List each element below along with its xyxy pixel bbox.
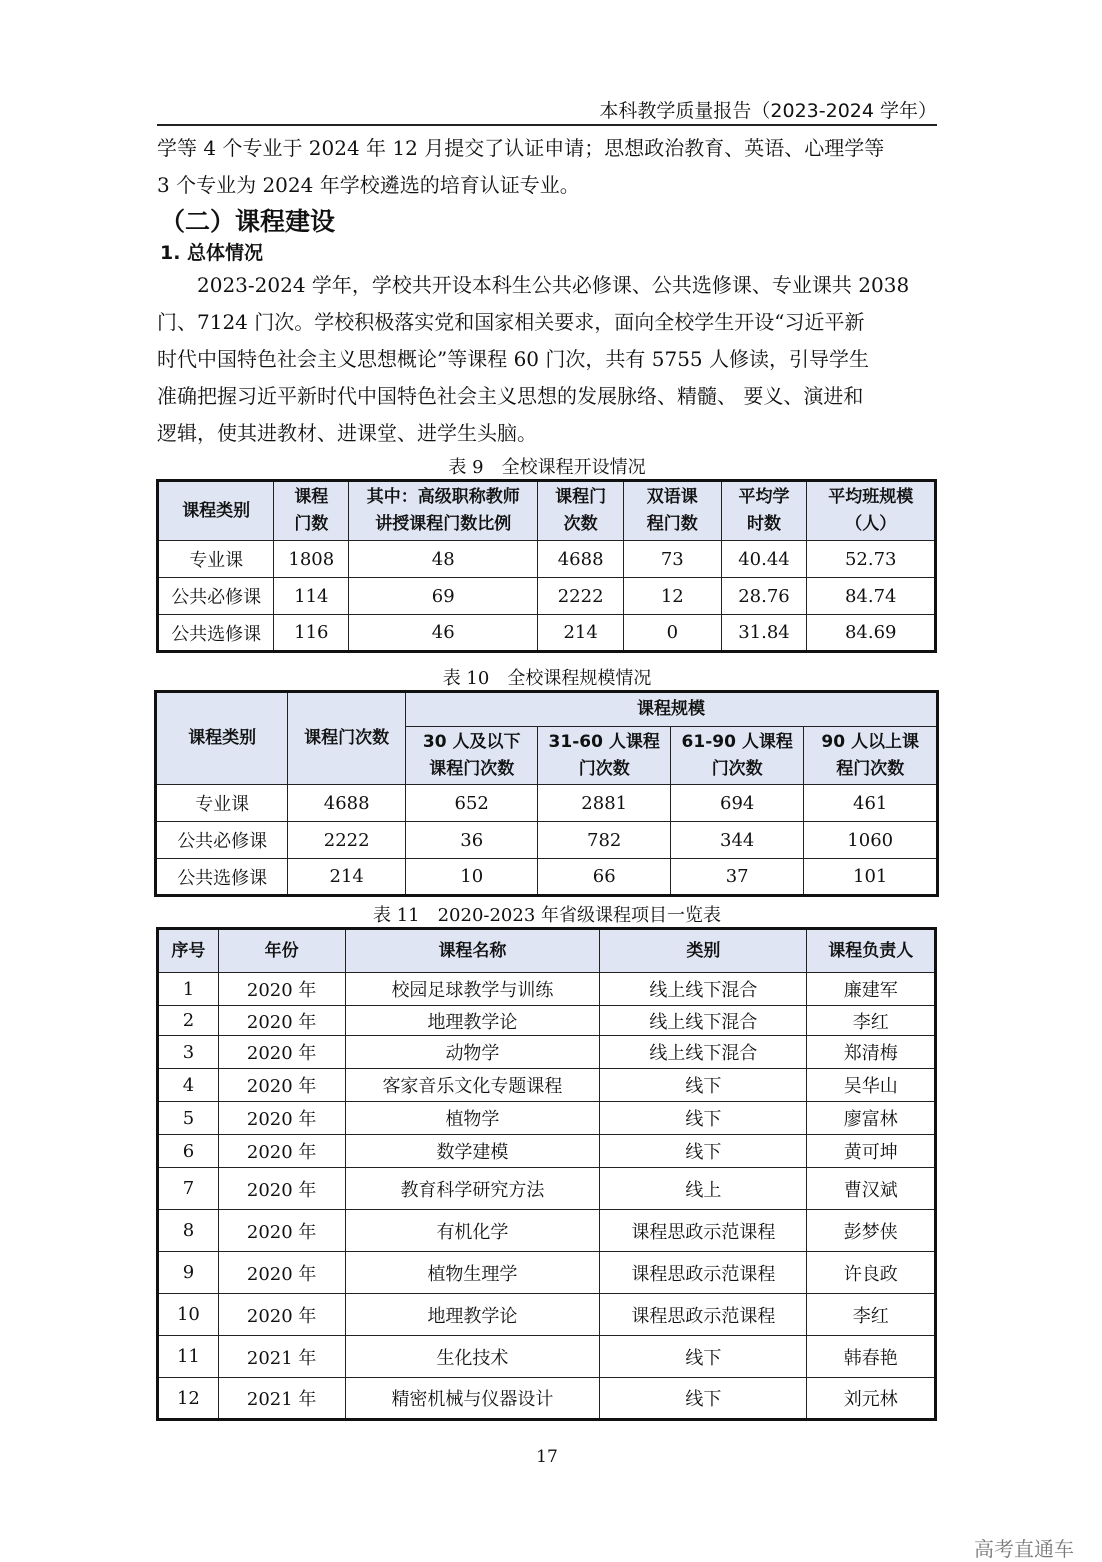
table-row [158, 1168, 936, 1210]
table10-header-type: 课程类别 [156, 692, 288, 785]
body-line: 时代中国特色社会主义思想概论”等课程 60 门次，共有 5755 人修读，引导学生 [157, 347, 870, 371]
table11-cell: 2 [158, 1006, 219, 1036]
table11-cell: 刘元林 [807, 1378, 936, 1420]
table10-caption: 表 10 全校课程规模情况 [442, 668, 652, 689]
table11-cell: 1 [158, 973, 219, 1006]
table11-cell: 线下 [600, 1336, 807, 1378]
table11-cell: 课程思政示范课程 [600, 1210, 807, 1252]
table11-cell: 课程思政示范课程 [600, 1252, 807, 1294]
table11-cell: 精密机械与仪器设计 [345, 1378, 600, 1420]
table10-header-group: 课程规模 [405, 692, 937, 727]
table9-header-line: 课程 [294, 487, 329, 507]
table9-cell: 48 [349, 541, 538, 578]
table11-cell: 曹汉斌 [807, 1168, 936, 1210]
table11 [156, 927, 937, 1421]
subsection-title: 1. 总体情况 [160, 242, 264, 264]
table10-cell: 2881 [538, 785, 671, 822]
table9-cell: 专业课 [158, 541, 274, 578]
table11-cell: 2020 年 [218, 1252, 345, 1294]
table11-cell: 校园足球教学与训练 [345, 973, 600, 1006]
table10-subheader-line: 30 人及以下 [422, 731, 521, 752]
table11-cell: 吴华山 [807, 1069, 936, 1102]
table-row [158, 578, 936, 615]
table9-cell: 2222 [538, 578, 624, 615]
table11-cell: 许良政 [807, 1252, 936, 1294]
table-row [158, 1069, 936, 1102]
body-line: 逻辑，使其进教材、进课堂、进学生头脑。 [157, 421, 537, 445]
running-header: 本科教学质量报告（2023-2024 学年） [599, 100, 937, 122]
table9-header-line: 课程类别 [182, 500, 251, 521]
table9-cell: 0 [624, 615, 722, 652]
table9-header-line: 时数 [746, 514, 781, 534]
table9-cell: 52.73 [807, 541, 936, 578]
table-row [158, 1006, 936, 1036]
table9-header-cell [807, 481, 936, 541]
table10-cell: 36 [405, 822, 537, 859]
table11-cell: 2020 年 [218, 1102, 345, 1135]
table-row [156, 822, 938, 859]
table10-cell: 2222 [288, 822, 406, 859]
body-line: 门、7124 门次。学校积极落实党和国家相关要求，面向全校学生开设“习近平新 [157, 310, 865, 334]
table10-cell: 4688 [288, 785, 406, 822]
watermark: 高考直通车 [974, 1537, 1074, 1561]
table9-caption: 表 9 全校课程开设情况 [448, 457, 646, 478]
section-title: （二）课程建设 [160, 207, 336, 236]
intro-line: 学等 4 个专业于 2024 年 12 月提交了认证申请；思想政治教育、英语、心理学等 [157, 136, 885, 160]
table11-cell: 有机化学 [345, 1210, 600, 1252]
table9-header-line: 平均学 [738, 487, 790, 507]
table11-cell: 线上线下混合 [600, 973, 807, 1006]
table11-cell: 黄可坤 [807, 1135, 936, 1168]
table11-caption: 表 11 2020-2023 年省级课程项目一览表 [372, 905, 722, 926]
table11-cell: 教育科学研究方法 [345, 1168, 600, 1210]
table10-cell: 782 [538, 822, 671, 859]
table11-cell: 地理教学论 [345, 1294, 600, 1336]
table11-header-cell: 年份 [218, 929, 345, 973]
table-row [158, 1294, 936, 1336]
table10-cell: 101 [804, 859, 938, 896]
table-row [158, 973, 936, 1006]
table11-cell: 2020 年 [218, 973, 345, 1006]
table10-cell: 461 [804, 785, 938, 822]
table9-cell: 1808 [274, 541, 349, 578]
table9-cell: 40.44 [721, 541, 807, 578]
table10-subheader-line: 90 人以上课 [821, 731, 919, 752]
table10-cell: 694 [670, 785, 803, 822]
table11-header-cell: 序号 [158, 929, 219, 973]
table9-header-cell [721, 481, 807, 541]
header-rule [157, 124, 937, 126]
table9-header-line: 次数 [563, 514, 598, 534]
table11-cell: 数学建模 [345, 1135, 600, 1168]
table11-cell: 2020 年 [218, 1036, 345, 1069]
body-paragraph [157, 267, 937, 452]
table10-cell: 344 [670, 822, 803, 859]
table11-cell: 2021 年 [218, 1378, 345, 1420]
table10-subheader-line: 31-60 人课程 [548, 731, 660, 752]
table11-cell: 7 [158, 1168, 219, 1210]
table11-cell: 6 [158, 1135, 219, 1168]
table10-cell: 公共选修课 [156, 859, 288, 896]
table11-cell: 彭梦侠 [807, 1210, 936, 1252]
table11-cell: 地理教学论 [345, 1006, 600, 1036]
table9-header-cell [538, 481, 624, 541]
table9-cell: 69 [349, 578, 538, 615]
table-row [158, 1036, 936, 1069]
body-line: 准确把握习近平新时代中国特色社会主义思想的发展脉络、精髓、 要义、演进和 [157, 384, 864, 408]
table9-cell: 31.84 [721, 615, 807, 652]
table10-cell: 1060 [804, 822, 938, 859]
table9 [156, 479, 937, 653]
table9-header-cell [624, 481, 722, 541]
table11-cell: 10 [158, 1294, 219, 1336]
table11-cell: 2020 年 [218, 1210, 345, 1252]
table9-header-cell [158, 481, 274, 541]
table11-cell: 2020 年 [218, 1168, 345, 1210]
table9-cell: 114 [274, 578, 349, 615]
table10 [154, 690, 939, 897]
table9-header-line: （人） [845, 514, 897, 534]
table11-header-cell: 课程名称 [345, 929, 600, 973]
table-row [158, 615, 936, 652]
table9-cell: 公共选修课 [158, 615, 274, 652]
table11-cell: 线下 [600, 1102, 807, 1135]
table9-header-line: 讲授课程门数比例 [375, 514, 512, 534]
intro-paragraph [157, 130, 937, 204]
table11-header-cell: 课程负责人 [807, 929, 936, 973]
table-row [158, 1252, 936, 1294]
table11-cell: 韩春艳 [807, 1336, 936, 1378]
table9-cell: 28.76 [721, 578, 807, 615]
table11-cell: 客家音乐文化专题课程 [345, 1069, 600, 1102]
intro-line: 3 个专业为 2024 年学校遴选的培育认证专业。 [157, 173, 580, 197]
table11-cell: 郑清梅 [807, 1036, 936, 1069]
table9-header-line: 程门数 [646, 514, 698, 534]
table11-cell: 9 [158, 1252, 219, 1294]
table11-cell: 课程思政示范课程 [600, 1294, 807, 1336]
table10-cell: 10 [405, 859, 537, 896]
table10-subheader-cell [804, 727, 938, 785]
table-row [156, 859, 938, 896]
table11-cell: 线下 [600, 1378, 807, 1420]
table11-cell: 4 [158, 1069, 219, 1102]
table10-subheader-line: 程门次数 [836, 758, 905, 779]
table9-cell: 116 [274, 615, 349, 652]
table11-cell: 线上 [600, 1168, 807, 1210]
table10-subheader-line: 课程门次数 [429, 758, 515, 779]
table11-cell: 廖富林 [807, 1102, 936, 1135]
table9-header-line: 双语课 [646, 487, 698, 507]
table-row [158, 1135, 936, 1168]
table11-cell: 2021 年 [218, 1336, 345, 1378]
table9-header-cell [349, 481, 538, 541]
table-row [158, 1210, 936, 1252]
table9-header-line: 其中：高级职称教师 [366, 487, 520, 507]
table10-header-count: 课程门次数 [288, 692, 406, 785]
table9-cell: 46 [349, 615, 538, 652]
body-line: 2023-2024 学年，学校共开设本科生公共必修课、公共选修课、专业课共 2038 [197, 273, 910, 297]
table11-cell: 3 [158, 1036, 219, 1069]
table10-subheader-cell [538, 727, 671, 785]
table-row [158, 1378, 936, 1420]
table11-header-cell: 类别 [600, 929, 807, 973]
table11-cell: 11 [158, 1336, 219, 1378]
table11-cell: 12 [158, 1378, 219, 1420]
table9-cell: 4688 [538, 541, 624, 578]
table11-cell: 线上线下混合 [600, 1036, 807, 1069]
table10-cell: 37 [670, 859, 803, 896]
table11-cell: 生化技术 [345, 1336, 600, 1378]
table11-cell: 2020 年 [218, 1294, 345, 1336]
table9-cell: 公共必修课 [158, 578, 274, 615]
table11-cell: 植物学 [345, 1102, 600, 1135]
table10-cell: 214 [288, 859, 406, 896]
table9-header-line: 平均班规模 [828, 487, 914, 507]
table11-cell: 动物学 [345, 1036, 600, 1069]
table10-subheader-line: 门次数 [711, 758, 763, 779]
table9-cell: 84.69 [807, 615, 936, 652]
table11-cell: 2020 年 [218, 1135, 345, 1168]
table-row [158, 1336, 936, 1378]
table11-cell: 李红 [807, 1294, 936, 1336]
page-number: 17 [536, 1447, 558, 1467]
table9-cell: 214 [538, 615, 624, 652]
table9-cell: 73 [624, 541, 722, 578]
table11-cell: 李红 [807, 1006, 936, 1036]
table9-header-line: 课程门 [555, 487, 607, 507]
table-row [156, 785, 938, 822]
table11-cell: 植物生理学 [345, 1252, 600, 1294]
table11-cell: 廉建军 [807, 973, 936, 1006]
table-row [158, 1102, 936, 1135]
table-row [158, 541, 936, 578]
table10-cell: 652 [405, 785, 537, 822]
table11-cell: 线上线下混合 [600, 1006, 807, 1036]
table10-cell: 66 [538, 859, 671, 896]
table11-cell: 2020 年 [218, 1069, 345, 1102]
table10-subheader-line: 门次数 [578, 758, 630, 779]
table9-header-line: 门数 [294, 514, 329, 534]
table10-subheader-line: 61-90 人课程 [681, 731, 793, 752]
table11-cell: 线下 [600, 1135, 807, 1168]
table11-cell: 线下 [600, 1069, 807, 1102]
table11-cell: 2020 年 [218, 1006, 345, 1036]
table10-subheader-cell [405, 727, 537, 785]
table11-cell: 8 [158, 1210, 219, 1252]
table10-cell: 专业课 [156, 785, 288, 822]
table9-header-cell [274, 481, 349, 541]
table11-cell: 5 [158, 1102, 219, 1135]
table9-cell: 84.74 [807, 578, 936, 615]
table10-subheader-cell [670, 727, 803, 785]
table9-cell: 12 [624, 578, 722, 615]
table10-cell: 公共必修课 [156, 822, 288, 859]
